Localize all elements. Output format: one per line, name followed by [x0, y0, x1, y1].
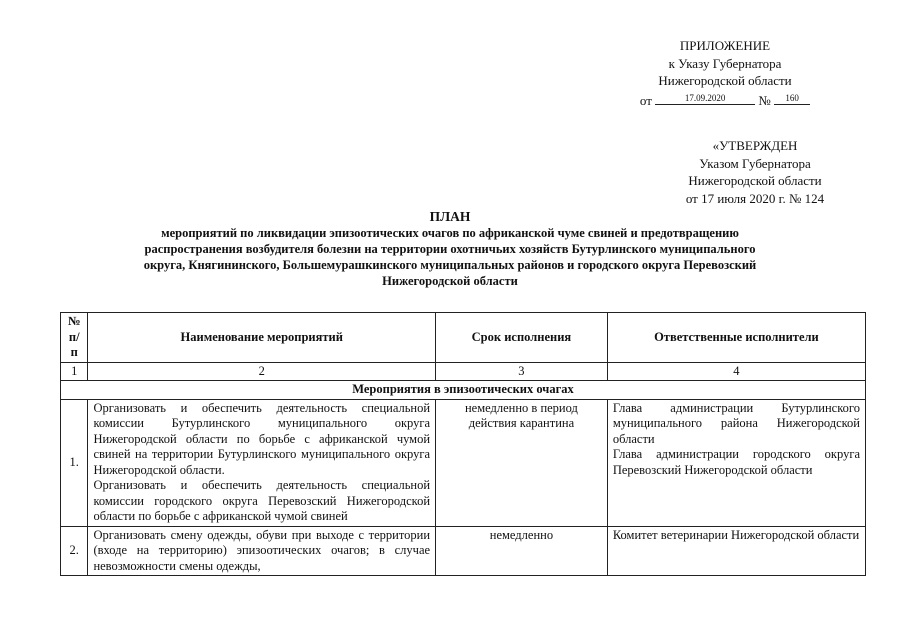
header-term: Срок исполнения [436, 313, 608, 363]
number-field [774, 90, 810, 110]
row-resp-part-a: Глава администрации Бутурлинского муниципального района Нижегородской области [612, 400, 860, 446]
appendix-date-line [560, 90, 890, 110]
row-name: Организовать смену одежды, обуви при выходе с территории (входе на территорию) эпизоотических очагов; в случае невозможности смены одежды, [88, 526, 436, 576]
appendix-line-2: к Указу Губернатора [668, 55, 782, 71]
plan-heading: ПЛАН [429, 209, 471, 224]
table-row [61, 399, 866, 526]
approved-line-3: Нижегородской области [688, 173, 822, 188]
approved-line-2: Указом Губернатора [699, 155, 811, 171]
row-resp [607, 399, 865, 526]
plan-table [60, 312, 866, 576]
row-name-part-b: Организовать и обеспечить деятельность специальной комиссии городского округа Перевозский Нижегородской области по борьбе с африканской чумой свиней [93, 478, 431, 523]
title-line-1: мероприятий по ликвидации эпизоотических очагов по африканской чуме свиней и предотвращению [161, 226, 739, 240]
appendix-line-3: Нижегородской области [658, 73, 792, 88]
header-num: № п/п [61, 313, 88, 363]
approved-line-4: от 17 июля 2020 г. № 124 [685, 190, 825, 206]
document-title [60, 208, 840, 289]
index-1: 1 [61, 362, 88, 381]
row-term: немедленно в период действия карантина [436, 399, 608, 526]
appendix-title: ПРИЛОЖЕНИЕ [679, 38, 771, 53]
row-resp-part-b: Глава администрации городского округа Перевозский Нижегородской области [612, 447, 860, 477]
index-4: 4 [607, 362, 865, 381]
section-title: Мероприятия в эпизоотических очагах [61, 381, 866, 400]
from-label: от [639, 92, 652, 108]
approved-line-1: «УТВЕРЖДЕН [712, 138, 798, 153]
table-row [61, 526, 866, 576]
approved-stamp [620, 137, 890, 207]
row-name-part-a: Организовать и обеспечить деятельность специальной комиссии Бутурлинского муниципального округа Нижегородской области по борьбе с африканской чумой свиней на территории Бутурлинского муниципального округа Нижегородской области. [93, 400, 431, 477]
header-resp: Ответственные исполнители [607, 313, 865, 363]
index-2: 2 [88, 362, 436, 381]
title-line-4: Нижегородской области [382, 274, 518, 288]
appendix-header [560, 37, 890, 109]
row-num: 2. [61, 526, 88, 576]
table-header-row [61, 313, 866, 363]
header-name: Наименование мероприятий [88, 313, 436, 363]
table-index-row [61, 362, 866, 381]
date-field [655, 90, 755, 110]
row-num: 1. [61, 399, 88, 526]
row-term: немедленно [436, 526, 608, 576]
section-row [61, 381, 866, 400]
number-label: № [758, 92, 771, 108]
number-value: 160 [785, 92, 799, 103]
row-resp: Комитет ветеринарии Нижегородской области [607, 526, 865, 576]
title-line-3: округа, Княгининского, Большемурашкинского муниципальных районов и городского округа Перевозский [143, 258, 757, 272]
date-value: 17.09.2020 [684, 92, 726, 103]
row-name [88, 399, 436, 526]
title-line-2: распространения возбудителя болезни на территории охотничьих хозяйств Бутурлинского муниципального [144, 242, 756, 256]
index-3: 3 [436, 362, 608, 381]
